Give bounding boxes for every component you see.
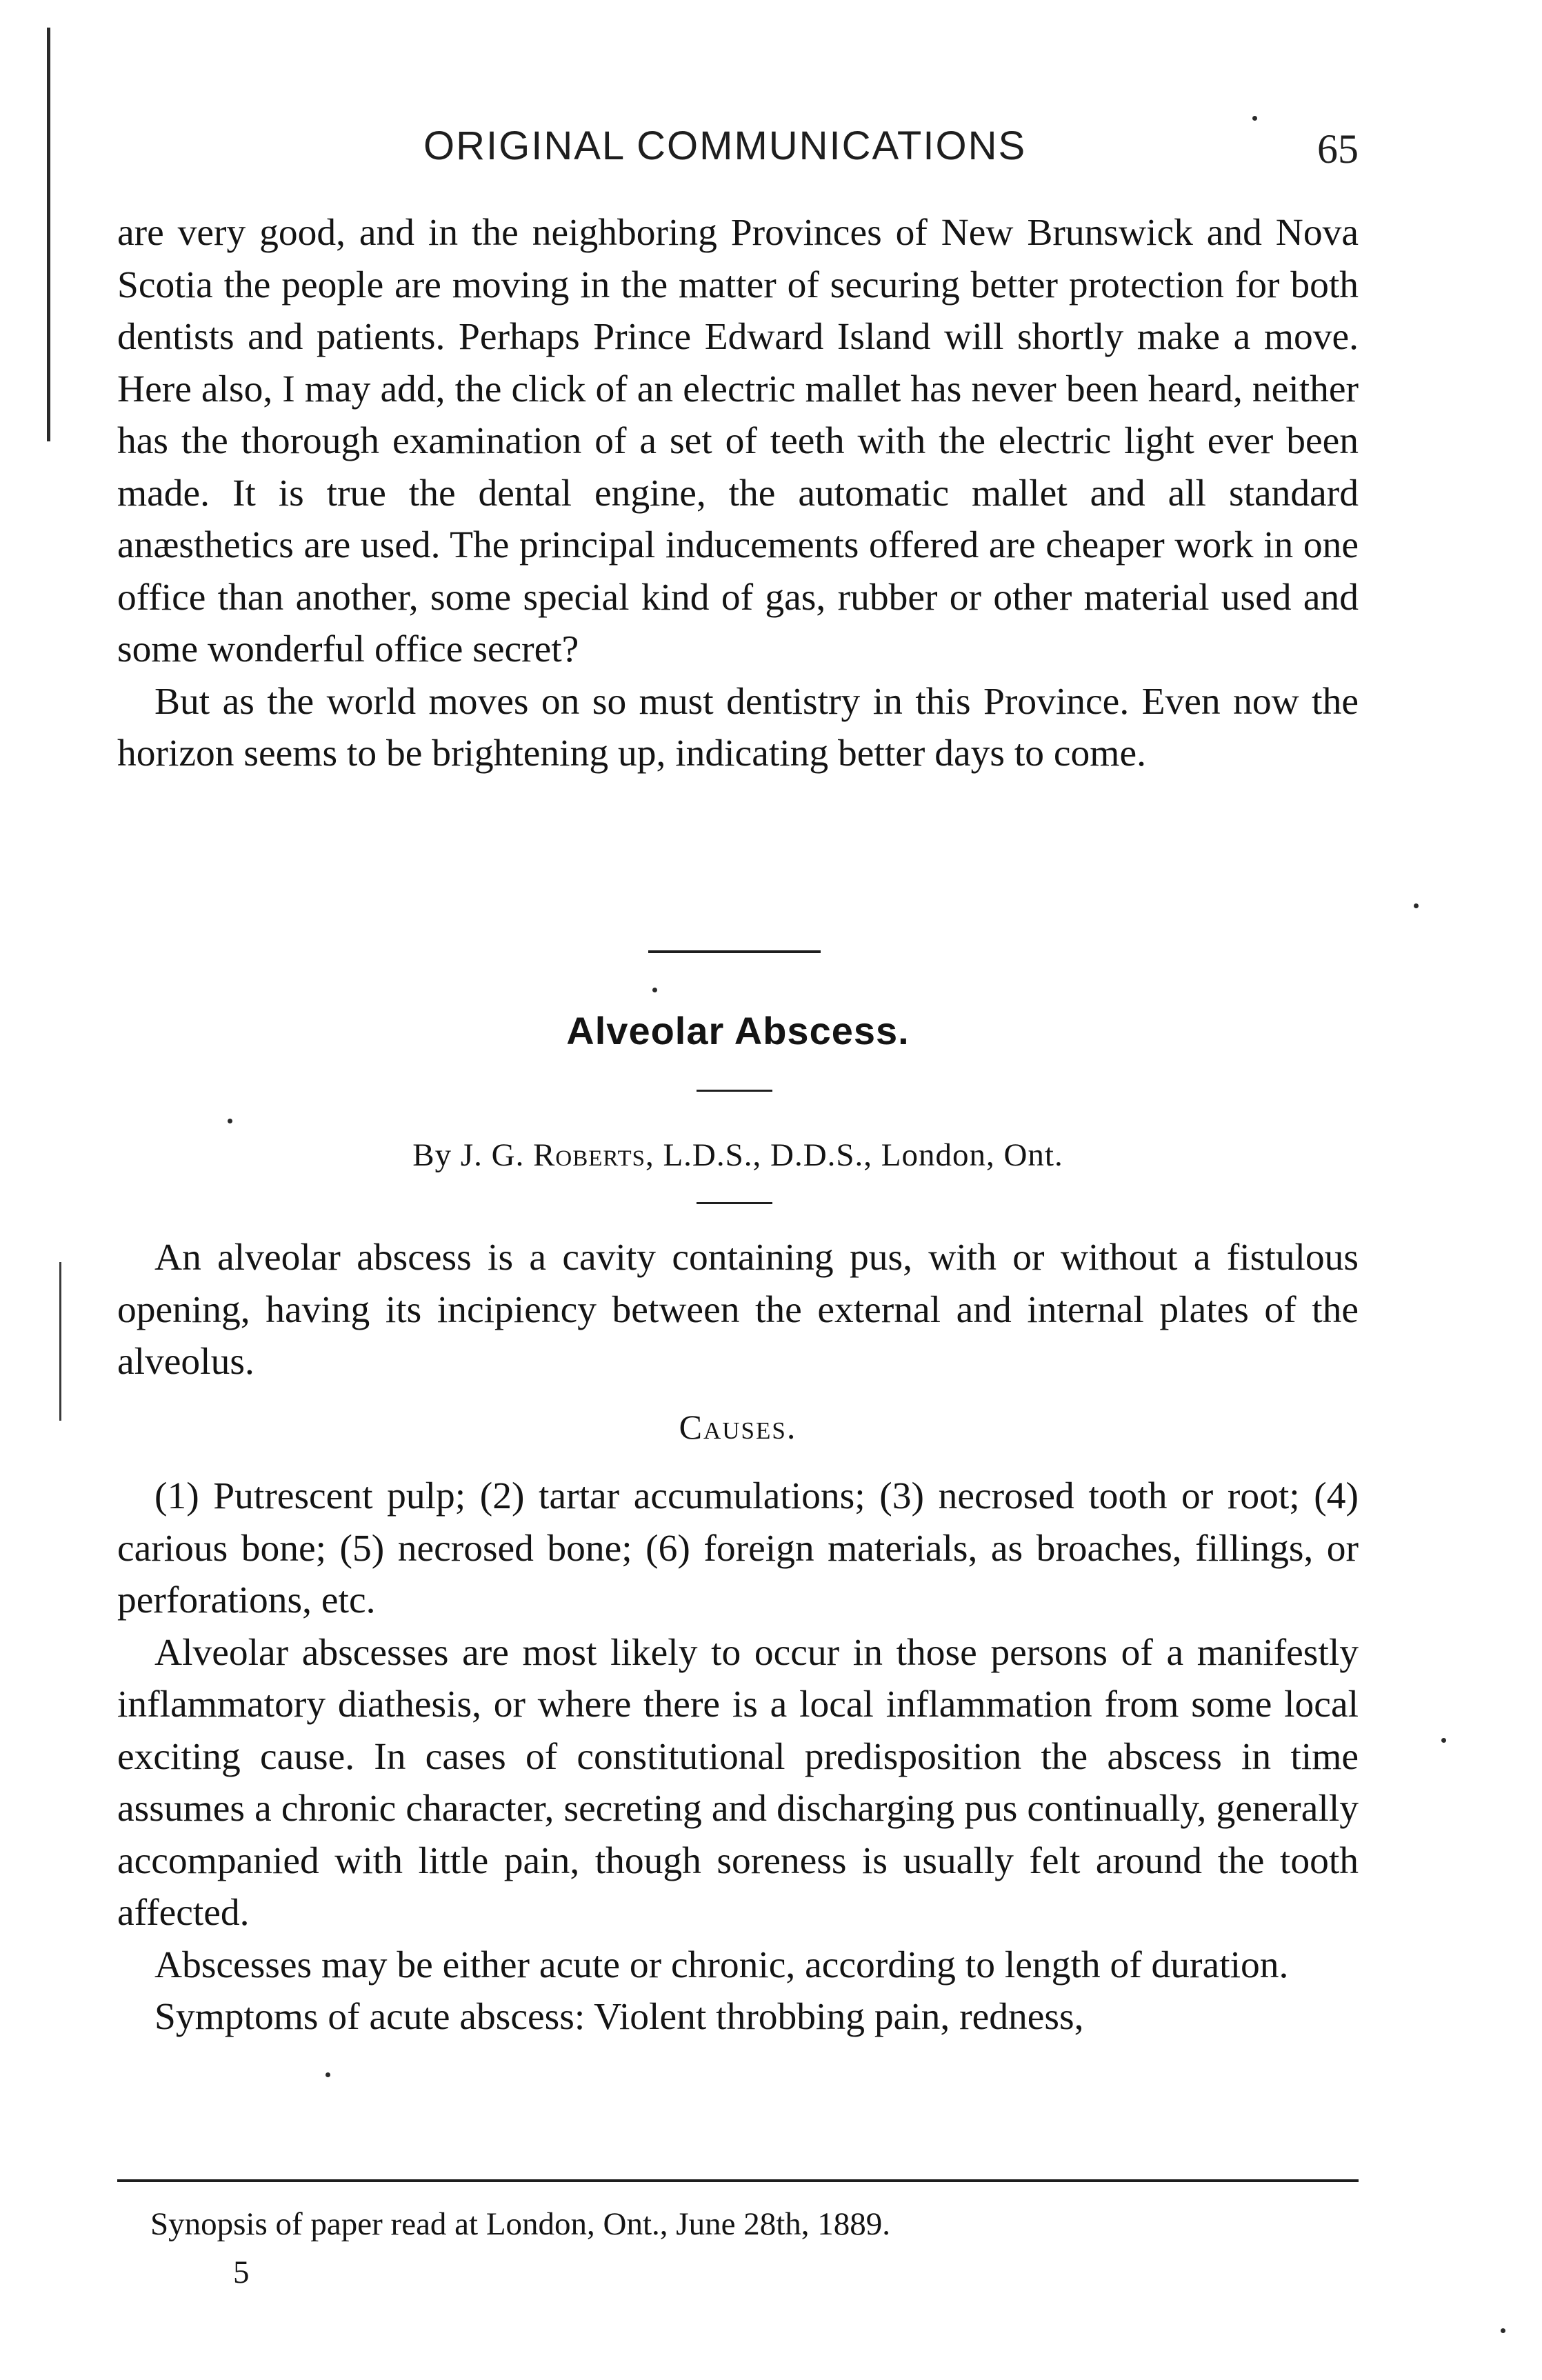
footnote: Synopsis of paper read at London, Ont., June 28th, 1889. [150, 2206, 891, 2242]
byline [117, 1137, 1359, 1174]
types-paragraph: Abscesses may be either acute or chronic, according to length of duration. [154, 1943, 1289, 1986]
running-header [117, 123, 1359, 178]
scan-speck [326, 2072, 330, 2077]
article-body [117, 1470, 1359, 2043]
byline-suffix: , L.D.S., D.D.S., London, Ont. [645, 1137, 1063, 1173]
byline-divider [697, 1202, 772, 1204]
intro-paragraph: An alveolar abscess is a cavity containing pus, with or without a fistulous opening, having its incipiency between the external and internal plates of the alveolus. [117, 1237, 1359, 1383]
symptoms-paragraph: Symptoms of acute abscess: Violent throbbing pain, redness, [154, 1996, 1084, 2038]
causes-paragraph: (1) Putrescent pulp; (2) tartar accumulations; (3) necrosed tooth or root; (4) carious bone; (5) necrosed bone; (6) foreign materials, as broaches, fillings, or perforations, etc. [117, 1475, 1359, 1621]
continuation-text [117, 207, 1359, 780]
article-intro [117, 1232, 1359, 1388]
closing-paragraph: But as the world moves on so must dentistry in this Province. Even now the horizon seems to be brightening up, indicating better days to come. [117, 680, 1359, 774]
scan-speck [1441, 1738, 1446, 1743]
continuation-paragraph: are very good, and in the neighboring Provinces of New Brunswick and Nova Scotia the people are moving in the matter of securing better protection for both dentists and patients. Perhaps Prince Edward Island will shortly make a move. Here also, I may add, the click of an electric mallet has never been heard, neither has the thorough examination of a set of teeth with the electric light ever been made. It is true the dental engine, the automatic mallet and all standard anæsthetics are used. The principal inducements offered are cheaper work in one office than another, some special kind of gas, rubber or other material used and some wonderful office secret? [117, 212, 1359, 670]
article-title: Alveolar Abscess. [566, 1009, 910, 1052]
section-heading-causes: Causes. [679, 1408, 797, 1446]
scan-speck [228, 1119, 232, 1123]
footnote-rule [117, 2179, 1359, 2182]
scan-speck [1252, 116, 1257, 121]
scan-margin-line-lower [59, 1262, 61, 1421]
section-divider [648, 950, 821, 953]
predisposition-paragraph: Alveolar abscesses are most likely to occur in those persons of a manifestly inflammatory diathesis, or where there is a local inflammation from some local exciting cause. In cases of constitutional predisposition the abscess in time assumes a chronic character, secreting and discharging pus continually, generally accompanied with little pain, though soreness is usually felt around the tooth affected. [117, 1631, 1359, 1934]
signature-mark: 5 [233, 2254, 250, 2290]
scan-speck [1414, 903, 1419, 908]
title-divider [697, 1090, 772, 1092]
scan-speck [652, 988, 657, 992]
author-name: Roberts [533, 1137, 645, 1173]
byline-prefix: By J. G. [412, 1137, 534, 1173]
page-number: 65 [1317, 126, 1359, 172]
scan-margin-line [47, 28, 50, 441]
running-title: ORIGINAL COMMUNICATIONS [423, 123, 1027, 168]
scan-speck [1501, 2328, 1505, 2333]
